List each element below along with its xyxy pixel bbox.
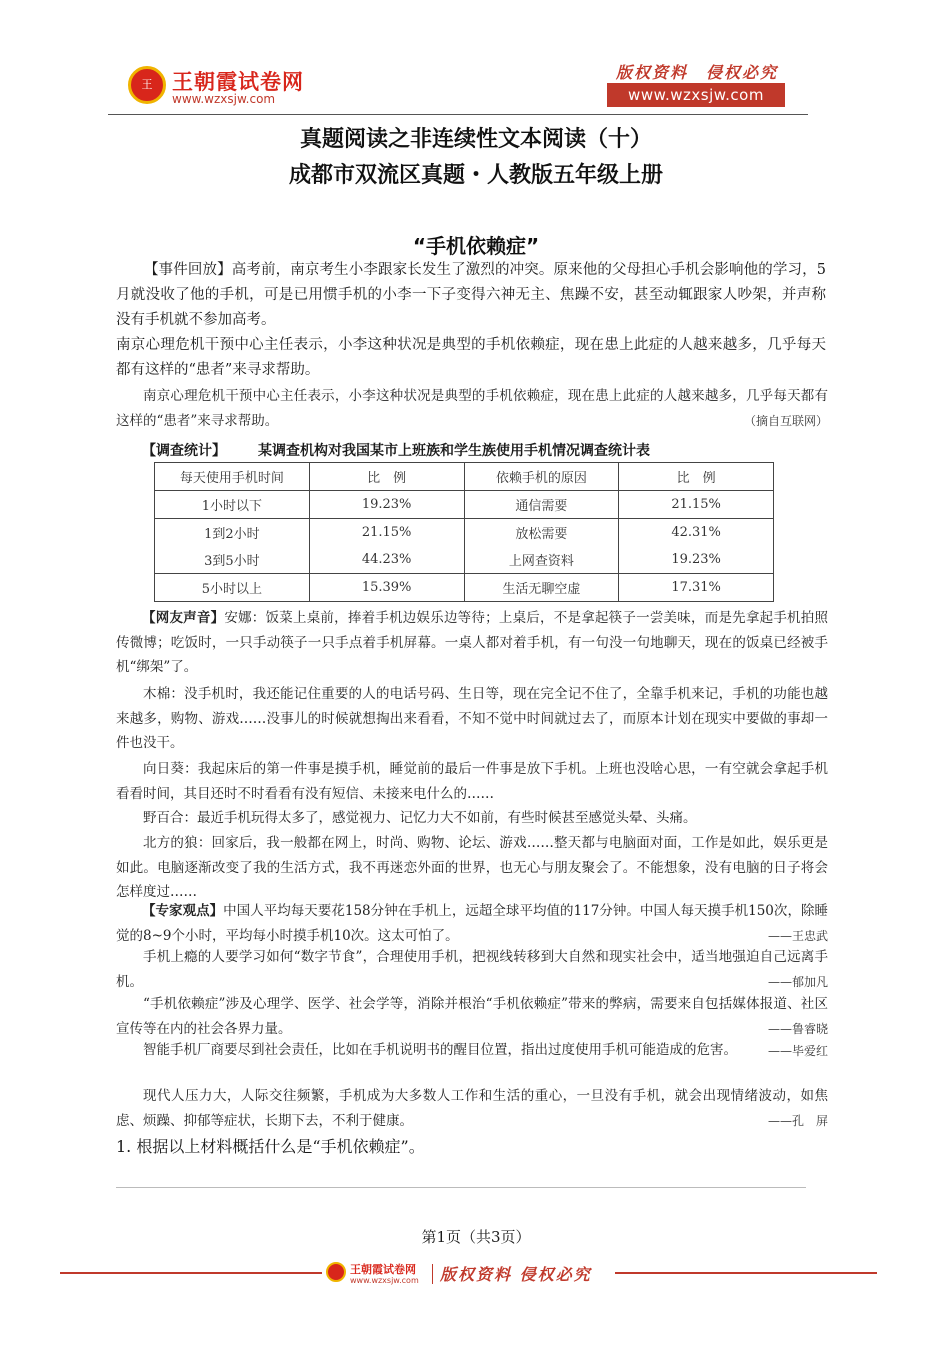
netizen-paragraph-1: 【网友声音】安娜：饭菜上桌前，捧着手机边娱乐边等待；上桌后，不是拿起筷子一尝美味，而是先拿起手机拍照传微博；吃饭时，一只手动筷子一只手点着手机屏幕。一桌人都对着手机，有一句没一句地聊天，现在的饭桌已经被手机“绑架”了。: [116, 610, 829, 675]
event-label: 【事件回放】: [144, 262, 232, 278]
copyright-notice: 版权资料 侵权必究: [616, 63, 779, 82]
logo-name: 王朝霞试卷网: [172, 70, 304, 94]
event-source: （摘自互联网）: [743, 413, 828, 428]
table-row: 5小时以上 15.39% 生活无聊空虚 17.31%: [155, 574, 774, 602]
event-paragraph-3: 南京心理危机干预中心主任表示，小李这种状况是典型的手机依赖症，现在患上此症的人越来越多，几乎每天都有这样的“患者”来寻求帮助。 （摘自互联网）: [116, 384, 828, 433]
expert-signature-5: ——孔 屏: [767, 1114, 828, 1128]
expert-label: 【专家观点】: [142, 903, 224, 919]
table-row: 3到5小时 44.23% 上网查资料 19.23%: [155, 546, 774, 574]
page-title-line1: 真题阅读之非连续性文本阅读（十）: [299, 127, 652, 152]
footer-logo-url: www.wzxsjw.com: [350, 1276, 419, 1285]
survey-table: [154, 462, 774, 602]
expert-signature-4: ——毕爱红: [767, 1043, 828, 1058]
expert-paragraph-3: “手机依赖症”涉及心理学、医学、社会学等，消除并根治“手机依赖症”带来的弊病，需要来自包括媒体报道、社区宣传等在内的社会各界力量。 ——鲁睿晓: [116, 992, 828, 1042]
event-paragraph-2: 南京心理危机干预中心主任表示，小李这种状况是典型的手机依赖症，现在患上此症的人越来越多，几乎每天都有这样的“患者”来寻求帮助。: [116, 337, 826, 378]
answer-line[interactable]: [116, 1187, 806, 1188]
netizen-paragraph-5: 北方的狼：回家后，我一般都在网上，时尚、购物、论坛、游戏……整天都与电脑面对面，工作是如此，娱乐更是如此。电脑逐渐改变了我的生活方式，我不再迷恋外面的世界，也无心与朋友聚会了。不能想象，没有电脑的日子将会怎样度过……: [116, 835, 828, 900]
page-title-line2: 成都市双流区真题・人教版五年级上册: [288, 163, 663, 188]
expert-signature-3: ——鲁睿晓: [767, 1022, 828, 1036]
expert-paragraph-1: 【专家观点】中国人平均每天要花158分钟在手机上，远超全球平均值的117分钟。中国人每天摸手机150次，除睡觉的8~9个小时，平均每小时摸手机10次。这太可怕了。 ——王忠武: [116, 899, 828, 949]
table-row: 1到2小时 21.15% 放松需要 42.31%: [155, 519, 774, 547]
logo-badge-icon: 王: [128, 66, 166, 104]
netizen-paragraph-2: 木棉：没手机时，我还能记住重要的人的电话号码、生日等，现在完全记不住了，全靠手机来记，手机的功能也越来越多，购物、游戏……没事儿的时候就想掏出来看看，不知不觉中时间就过去了，而原本计划在现实中要做的事却一件也没干。: [116, 686, 828, 751]
header-divider: [108, 114, 808, 115]
expert-signature-1: ——王忠武: [767, 929, 828, 943]
expert-signature-2: ——郁加凡: [767, 975, 828, 989]
footer-logo-name: 王朝霞试卷网: [350, 1263, 416, 1276]
expert-paragraph-2: 手机上瘾的人要学习如何“数字节食”，合理使用手机，把视线转移到大自然和现实社会中，适当地强迫自己远离手机。 ——郁加凡: [116, 945, 828, 995]
footer-copyright: 版权资料 侵权必究: [440, 1265, 592, 1284]
event-paragraph-1: 【事件回放】高考前，南京考生小李跟家长发生了激烈的冲突。原来他的父母担心手机会影响他的学习，5月就没收了他的手机，可是已用惯手机的小李一下子变得六神无主、焦躁不安，甚至动辄跟家人吵架，并声称没有手机就不参加高考。: [116, 262, 827, 328]
survey-title: 【调查统计】 某调查机构对我国某市上班族和学生族使用手机情况调查统计表: [142, 443, 650, 459]
expert-paragraph-4: 智能手机厂商要尽到社会责任，比如在手机说明书的醒目位置，指出过度使用手机可能造成的危害。 ——毕爱红: [116, 1038, 828, 1063]
site-url-banner: www.wzxsjw.com: [607, 83, 785, 107]
footer-rule-right: [615, 1272, 877, 1274]
table-row: 1小时以下 19.23% 通信需要 21.15%: [155, 491, 774, 519]
question-1: 1. 根据以上材料概括什么是“手机依赖症”。: [116, 1137, 425, 1156]
netizen-label: 【网友声音】: [142, 610, 225, 626]
article-title: “手机依赖症”: [412, 234, 540, 258]
footer-separator: [432, 1264, 433, 1284]
survey-label: 【调查统计】: [142, 443, 226, 459]
table-header-row: 每天使用手机时间 比 例 依赖手机的原因 比 例: [155, 463, 774, 491]
expert-paragraph-5: 现代人压力大，人际交往频繁，手机成为大多数人工作和生活的重心，一旦没有手机，就会出现情绪波动，如焦虑、烦躁、抑郁等症状，长期下去，不利于健康。 ——孔 屏: [116, 1084, 828, 1134]
logo-url: www.wzxsjw.com: [172, 92, 276, 106]
netizen-paragraph-3: 向日葵：我起床后的第一件事是摸手机，睡觉前的最后一件事是放下手机。上班也没啥心思，一有空就会拿起手机看看时间，其目还时不时看看有没有短信、未接来电什么的……: [116, 761, 828, 802]
page-number: 第1页（共3页）: [421, 1228, 531, 1246]
footer-logo-icon: [326, 1262, 346, 1282]
netizen-paragraph-4: 野百合：最近手机玩得太多了，感觉视力、记忆力大不如前，有些时候甚至感觉头晕、头痛。: [143, 810, 697, 826]
footer-rule-left: [60, 1272, 322, 1274]
